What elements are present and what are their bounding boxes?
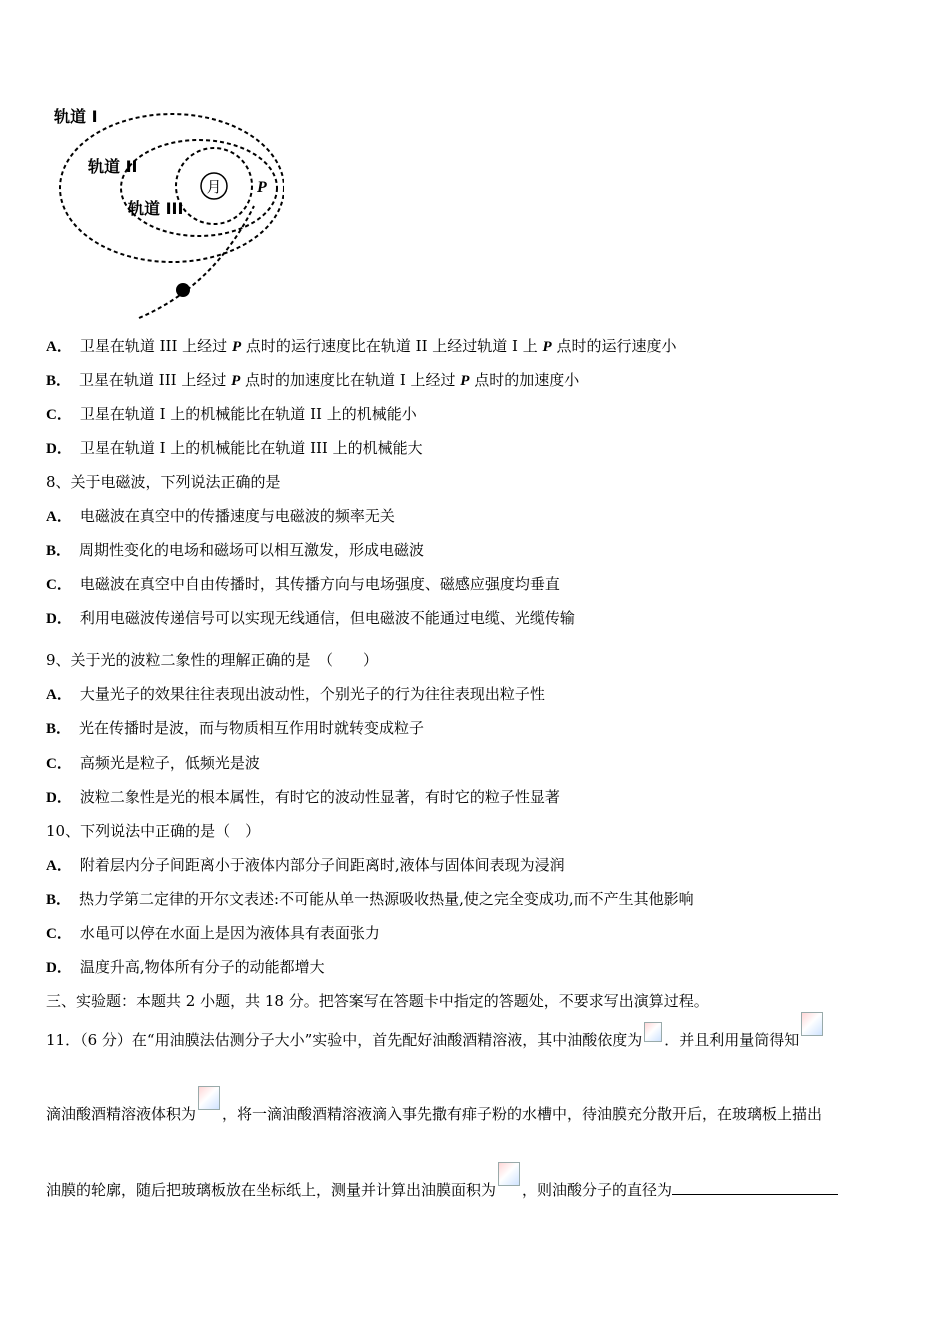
q9-stem: 9、关于光的波粒二象性的理解正确的是 （ ） [46,651,379,669]
q7-option-b: B． 卫星在轨道 III 上经过 P 点时的加速度比在轨道 I 上经过 P 点时的加速度小 [46,371,580,389]
orbit-2-path [121,140,277,236]
q9-option-d: D． 波粒二象性是光的根本属性，有时它的波动性显著，有时它的粒子性显著 [46,788,560,806]
q7-option-a: A． 卫星在轨道 III 上经过 P 点时的运行速度比在轨道 II 上经过轨道 I 上 P 点时的运行速度小 [46,337,677,355]
formula-image-icon [801,1012,823,1036]
orbit-2-label: 轨道 II [88,157,138,176]
answer-blank[interactable] [672,1180,838,1195]
q11-line-3: 油膜的轮廓，随后把玻璃板放在坐标纸上，测量并计算出油膜面积为 ，则油酸分子的直径为 [46,1180,838,1204]
q10-option-c: C． 水黾可以停在水面上是因为液体具有表面张力 [46,924,380,942]
moon-label: 月 [206,178,222,196]
q9-option-a: A． 大量光子的效果往往表现出波动性，个别光子的行为往往表现出粒子性 [46,685,545,703]
q8-option-c: C． 电磁波在真空中自由传播时，其传播方向与电场强度、磁感应强度均垂直 [46,575,560,593]
q9-option-b: B． 光在传播时是波，而与物质相互作用时就转变成粒子 [46,719,425,737]
q8-option-b: B． 周期性变化的电场和磁场可以相互激发，形成电磁波 [46,541,425,559]
q9-option-c: C． 高频光是粒子，低频光是波 [46,754,260,772]
formula-image-icon [498,1162,520,1186]
satellite-icon [176,283,190,297]
q10-stem: 10、下列说法中正确的是（ ） [46,822,261,840]
q10-option-d: D． 温度升高,物体所有分子的动能都增大 [46,958,325,976]
q8-option-d: D． 利用电磁波传递信号可以实现无线通信，但电磁波不能通过电缆、光缆传输 [46,609,575,627]
q11-line-2: 滴油酸酒精溶液体积为 ，将一滴油酸酒精溶液滴入事先撒有痱子粉的水槽中，待油膜充分散开后，在玻璃板上描出 [46,1104,822,1128]
orbit-1-label: 轨道 I [54,107,98,126]
section-3-heading: 三、实验题：本题共 2 小题，共 18 分。把答案写在答题卡中指定的答题处，不要求写出演算过程。 [46,992,709,1010]
formula-image-icon [198,1086,220,1110]
q8-stem: 8、关于电磁波，下列说法正确的是 [46,473,281,491]
orbit-diagram [44,96,284,326]
point-p-label: P [257,179,267,196]
q10-option-b: B． 热力学第二定律的开尔文表述:不可能从单一热源吸收热量,使之完全变成功,而不产生其他影响 [46,890,694,908]
orbit-3-label: 轨道 III [128,199,184,218]
q11-line-1: 11．（6 分）在“用油膜法估测分子大小”实验中，首先配好油酸酒精溶液，其中油酸依度为 ．并且利用量筒得知 [46,1030,825,1054]
q7-option-d: D． 卫星在轨道 I 上的机械能比在轨道 III 上的机械能大 [46,439,423,457]
q7-option-c: C． 卫星在轨道 I 上的机械能比在轨道 II 上的机械能小 [46,405,417,423]
formula-image-icon [644,1022,662,1042]
q10-option-a: A． 附着层内分子间距离小于液体内部分子间距离时,液体与固体间表现为浸润 [46,856,565,874]
orbit-1-path [60,114,284,262]
q8-option-a: A． 电磁波在真空中的传播速度与电磁波的频率无关 [46,507,395,525]
